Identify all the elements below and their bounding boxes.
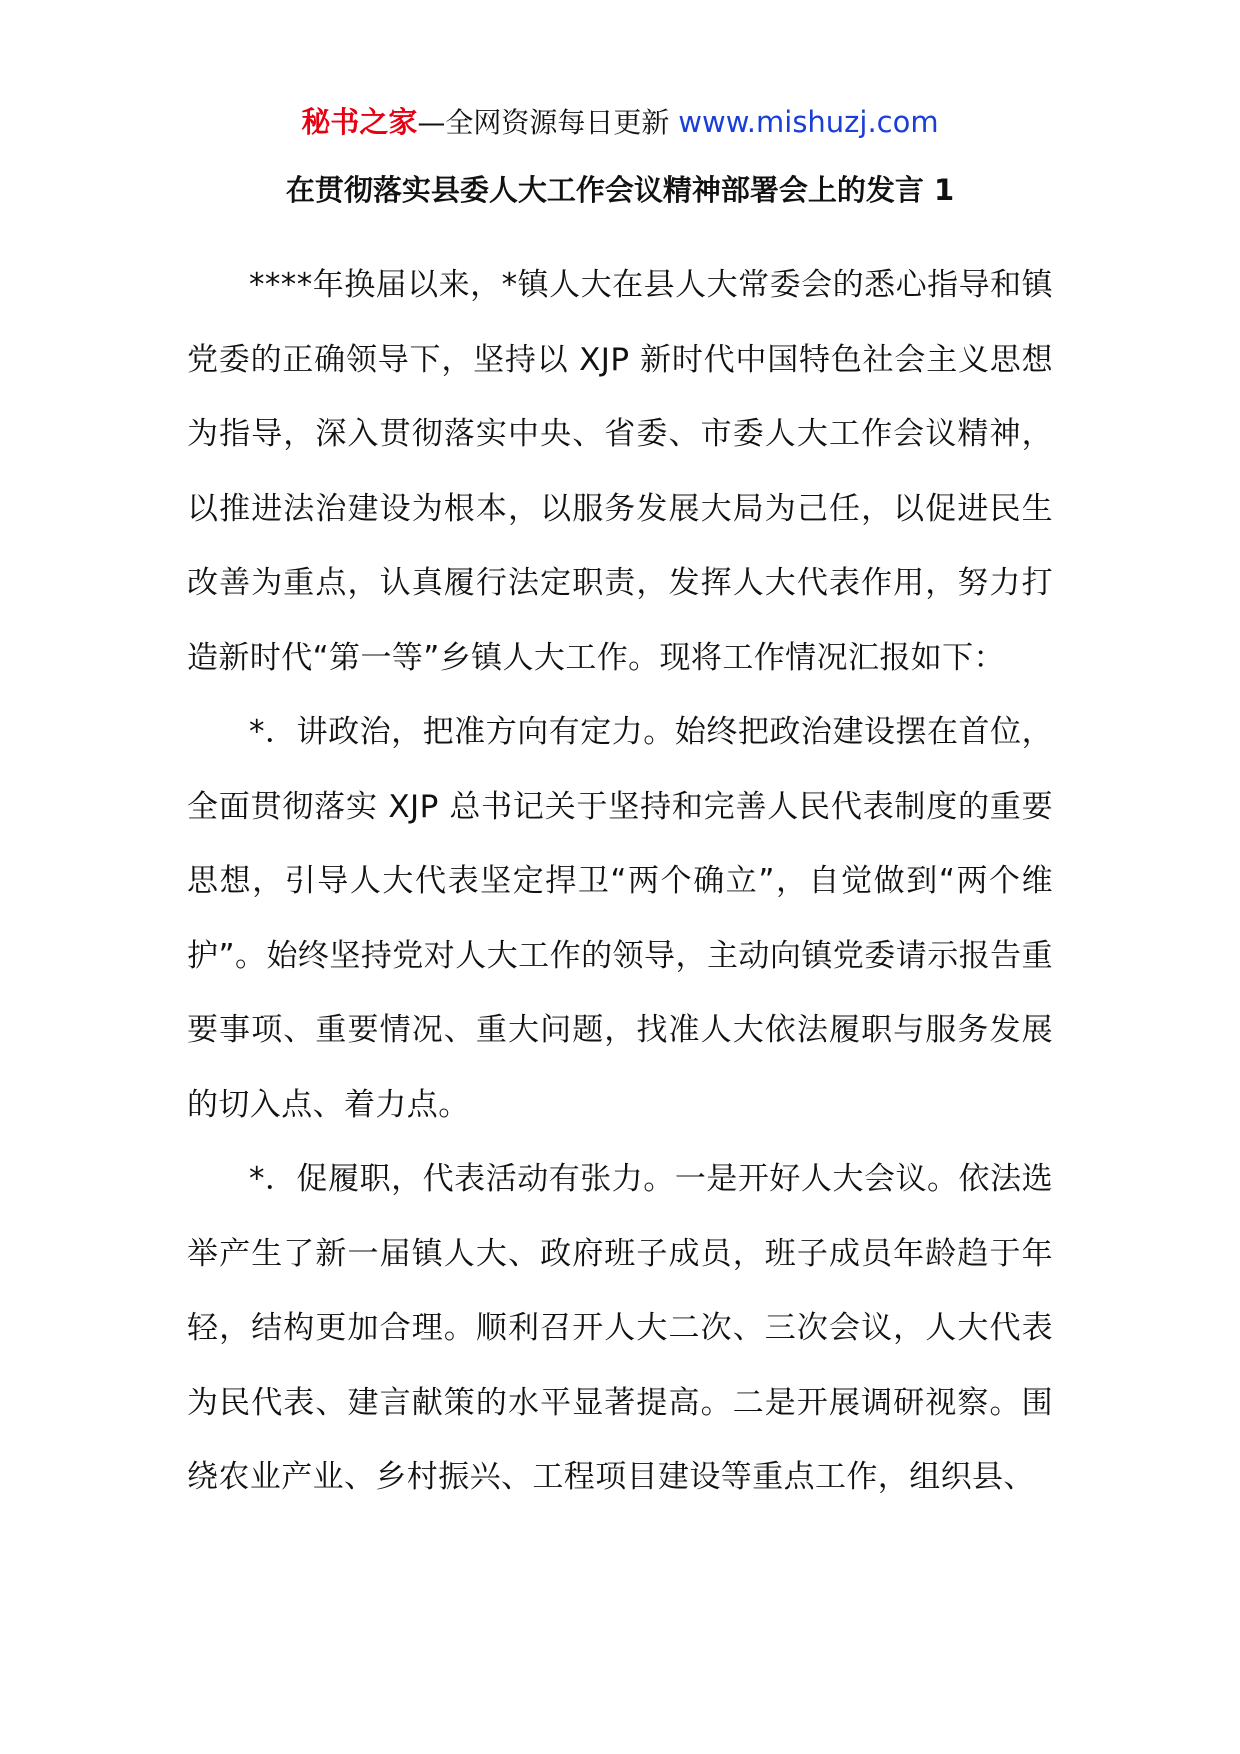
paragraph-duties: *．促履职，代表活动有张力。一是开好人大会议。依法选举产生了新一届镇人大、政府班子成员，班子成员年龄趋于年轻，结构更加合理。顺利召开人大二次、三次会议，人大代表为民代表、建言献策的水平显著提高。二是开展调研视察。围绕农业产业、乡村振兴、工程项目建设等重点工作，组织县、 [187, 1161, 1053, 1495]
brand-name: 秘书之家 [301, 105, 418, 139]
paragraph-intro: ****年换届以来，*镇人大在县人大常委会的悉心指导和镇党委的正确领导下，坚持以 XJP 新时代中国特色社会主义思想为指导，深入贯彻落实中央、省委、市委人大工作会议精神，以推进法治建设为根本，以服务发展大局为己任，以促进民生改善为重点，认真履行法定职责，发挥人大代表作用，努力打造新时代“第一等”乡镇人大工作。现将工作情况汇报如下： [187, 267, 1053, 676]
paragraph-politics: *．讲政治，把准方向有定力。始终把政治建设摆在首位，全面贯彻落实 XJP 总书记关于坚持和完善人民代表制度的重要思想，引导人大代表坚定捍卫“两个确立”，自觉做到“两个维护”。始终坚持党对人大工作的领导，主动向镇党委请示报告重要事项、重要情况、重大问题，找准人大依法履职与服务发展的切入点、着力点。 [187, 714, 1053, 1123]
document-body [187, 248, 1053, 1515]
site-header [0, 102, 1240, 143]
site-url-link[interactable]: www.mishuzj.com [678, 105, 939, 139]
header-tagline: —全网资源每日更新 [417, 106, 679, 139]
document-title: 在贯彻落实县委人大工作会议精神部署会上的发言 1 [285, 173, 955, 207]
